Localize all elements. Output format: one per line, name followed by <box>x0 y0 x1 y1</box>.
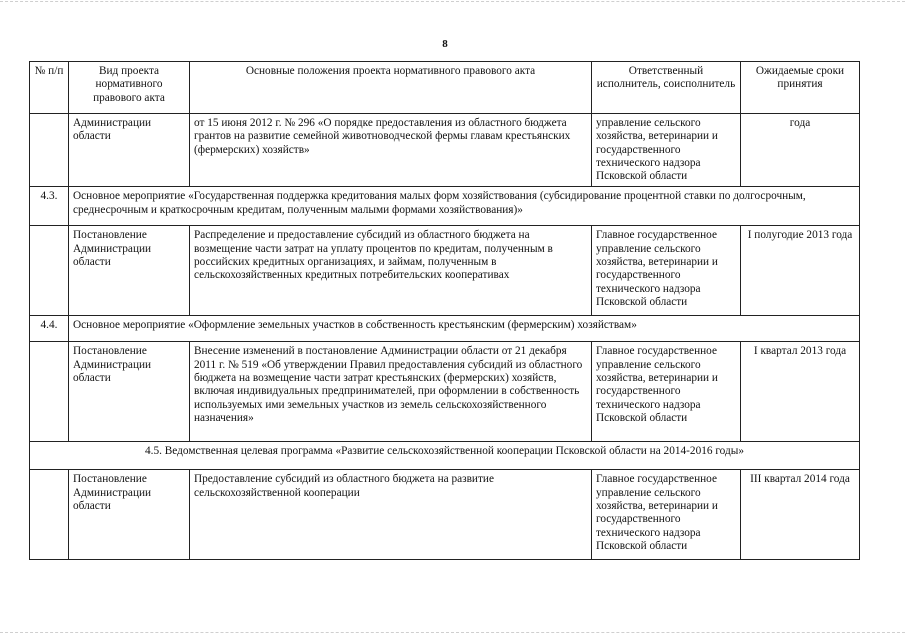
act-type: Постановление Администрации области <box>69 226 190 316</box>
expected-terms: года <box>741 114 860 187</box>
section-number: 4.4. <box>30 316 69 342</box>
act-type: Администрации области <box>69 114 190 187</box>
legal-acts-table <box>29 61 860 560</box>
header-expected-terms: Ожидаемые сроки принятия <box>741 62 860 114</box>
responsible-executor: Главное государственное управление сельского хозяйства, ветеринарии и государственного технического надзора Псковской области <box>592 226 741 316</box>
act-type: Постановление Администрации области <box>69 342 190 442</box>
act-provisions: Внесение изменений в постановление Администрации области от 21 декабря 2011 г. № 519 «Об утверждении Правил предоставления субсидий из областного бюджета на возмещение части затрат крестьянских (фермерских) хозяйств, включая индивидуальных предпринимателей, при оформлении в собственность используемых ими земельных участков из земель сельскохозяйственного назначения» <box>190 342 592 442</box>
row-number <box>30 470 69 560</box>
act-provisions: Распределение и предоставление субсидий из областного бюджета на возмещение части затрат на уплату процентов по кредитам, полученным в российских кредитных организациях, и займам, полученным в сельскохозяйственных кредитных потребительских кооперативах <box>190 226 592 316</box>
section-number: 4.3. <box>30 187 69 226</box>
expected-terms: I квартал 2013 года <box>741 342 860 442</box>
act-provisions: Предоставление субсидий из областного бюджета на развитие сельскохозяйственной кооперации <box>190 470 592 560</box>
scan-bottom-edge <box>0 632 905 634</box>
act-provisions: от 15 июня 2012 г. № 296 «О порядке предоставления из областного бюджета грантов на развитие семейной животноводческой фермы главам крестьянских (фермерских) хозяйств» <box>190 114 592 187</box>
responsible-executor: Главное государственное управление сельского хозяйства, ветеринарии и государственного технического надзора Псковской области <box>592 342 741 442</box>
row-number <box>30 114 69 187</box>
table-row <box>30 114 860 187</box>
responsible-executor: управление сельского хозяйства, ветеринарии и государственного технического надзора Псковской области <box>592 114 741 187</box>
section-row <box>30 442 860 470</box>
row-number <box>30 342 69 442</box>
header-act-type: Вид проекта нормативного правового акта <box>69 62 190 114</box>
act-type: Постановление Администрации области <box>69 470 190 560</box>
scan-top-edge <box>0 1 905 3</box>
expected-terms: III квартал 2014 года <box>741 470 860 560</box>
section-row <box>30 187 860 226</box>
section-title: Основное мероприятие «Государственная поддержка кредитования малых форм хозяйствования (субсидирование процентной ставки по долгосрочным, среднесрочным и краткосрочным кредитам, полученным малыми формами хозяйствования)» <box>69 187 860 226</box>
table-row <box>30 470 860 560</box>
header-main-provisions: Основные положения проекта нормативного правового акта <box>190 62 592 114</box>
row-number <box>30 226 69 316</box>
header-responsible: Ответственный исполнитель, соисполнитель <box>592 62 741 114</box>
header-number: № п/п <box>30 62 69 114</box>
section-title: Основное мероприятие «Оформление земельных участков в собственность крестьянским (фермерским) хозяйствам» <box>69 316 860 342</box>
expected-terms: I полугодие 2013 года <box>741 226 860 316</box>
section-row <box>30 316 860 342</box>
table-row <box>30 342 860 442</box>
responsible-executor: Главное государственное управление сельского хозяйства, ветеринарии и государственного технического надзора Псковской области <box>592 470 741 560</box>
section-title: 4.5. Ведомственная целевая программа «Развитие сельскохозяйственной кооперации Псковской области на 2014-2016 годы» <box>30 442 860 470</box>
page-number: 8 <box>442 38 448 50</box>
table-row <box>30 226 860 316</box>
table-header-row <box>30 62 860 114</box>
